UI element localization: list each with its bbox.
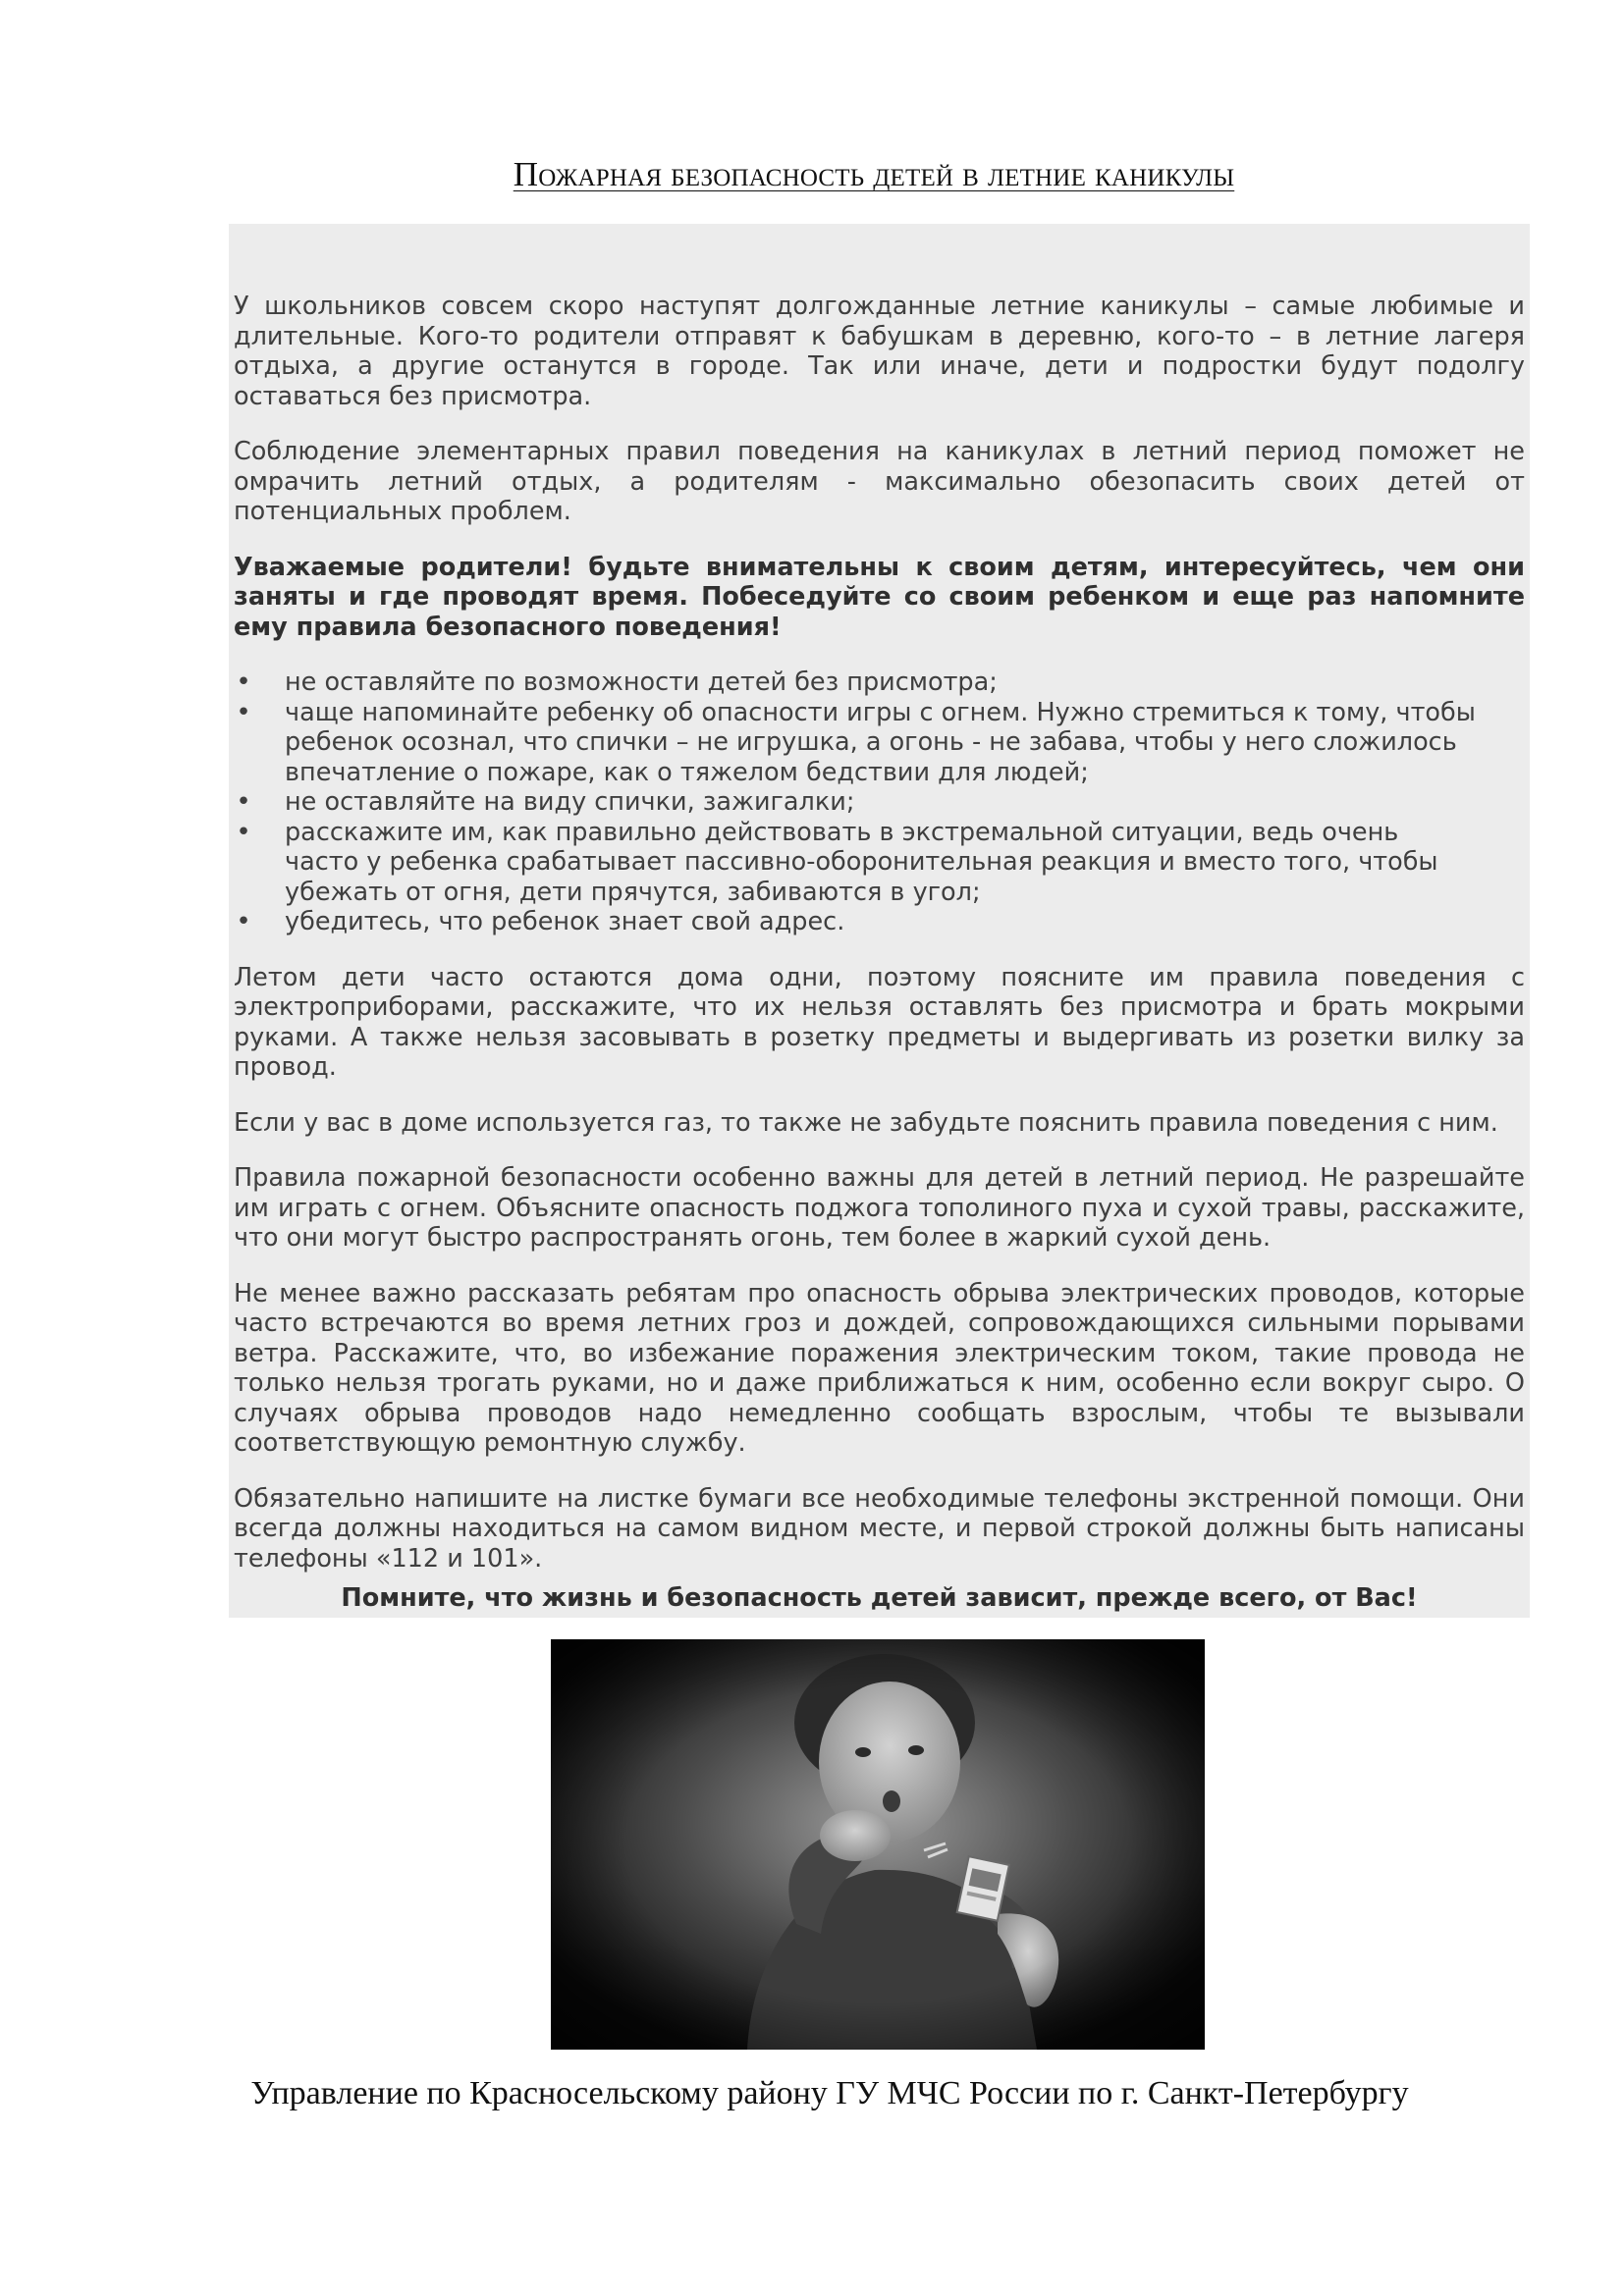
child-with-matches-photo [551,1639,1205,2050]
list-item-text: убедитесь, что ребенок знает свой адрес. [285,907,845,936]
bullet-icon: • [236,787,251,817]
list-item-text: чаще напоминайте ребенку об опасности игры с огнем. Нужно стремиться к тому, чтобы ребенок осознал, что спички – не игрушка, а огонь - не забава, чтобы у него сложилось впечатление о пожаре, как о тяжелом бедствии для людей; [285,697,1476,787]
electrical-paragraph: Летом дети часто остаются дома одни, поэтому поясните им правила поведения с электроприборами, расскажите, что их нельзя оставлять без присмотра и брать мокрыми руками. А также нельзя засовывать в розетку предметы и выдергивать из розетки вилку за провод. [234,962,1525,1082]
photo-illustration [551,1639,1205,2050]
wires-paragraph: Не менее важно рассказать ребятам про опасность обрыва электрических проводов, которые часто встречаются во время летних гроз и дождей, сопровождающихся сильными порывами ветра. Расскажите, что, во избежание поражения электрическим током, такие провода не только нельзя трогать руками, но и даже приближаться к ним, особенно если вокруг сыро. О случаях обрыва проводов надо немедленно сообщать взрослым, чтобы те вызывали соответствующую ремонтную службу. [234,1278,1525,1458]
list-item [234,667,1525,698]
intro-paragraph-2: Соблюдение элементарных правил поведения на каникулах в летний период поможет не омрачить летний отдых, а родителям - максимально обезопасить своих детей от потенциальных проблем. [234,437,1525,526]
list-item [234,907,1525,937]
bullet-icon: • [236,817,251,847]
closing-statement: Помните, что жизнь и безопасность детей зависит, прежде всего, от Вас! [341,1583,1418,1613]
list-item [234,818,1525,908]
safety-tips-list [234,667,1525,937]
list-item [234,787,1525,818]
gas-paragraph: Если у вас в доме используется газ, то также не забудьте пояснить правила поведения с ним. [234,1107,1498,1138]
bullet-icon: • [236,667,251,697]
emergency-phones-paragraph: Обязательно напишите на листке бумаги все необходимые телефоны экстренной помощи. Они всегда должны находиться на самом видном месте, и первой строкой должны быть написаны телефоны «112 и 101». [234,1483,1525,1574]
article-body [234,292,1525,1599]
list-item-text: не оставляйте на виду спички, зажигалки; [285,787,855,817]
document-title: Пожарная безопасность детей в летние каникулы [513,155,1235,193]
parents-appeal: Уважаемые родители! будьте внимательны к своим детям, интересуйтесь, чем они заняты и где проводят время. Побеседуйте со своим ребенком и еще раз напомните ему правила безопасного поведения! [234,552,1525,642]
fire-rules-paragraph: Правила пожарной безопасности особенно важны для детей в летний период. Не разрешайте им играть с огнем. Объясните опасность поджога тополиного пуха и сухой травы, расскажите, что они могут быстро распространять огонь, тем более в жаркий сухой день. [234,1163,1525,1253]
bullet-icon: • [236,907,251,936]
list-item [234,698,1525,788]
bullet-icon: • [236,697,251,727]
intro-paragraph-1: У школьников совсем скоро наступят долгожданные летние каникулы – самые любимые и длительные. Кого-то родители отправят к бабушкам в деревню, кого-то – в летние лагеря отдыха, а другие останутся в городе. Так или иначе, дети и подростки будут подолгу оставаться без присмотра. [234,292,1525,411]
list-item-text: расскажите им, как правильно действовать в экстремальной ситуации, ведь очень часто у ребенка срабатывает пассивно-оборонительная реакция и вместо того, чтобы убежать от огня, дети прячутся, забиваются в угол; [285,817,1438,907]
footer-organization: Управление по Красносельскому району ГУ МЧС России по г. Санкт-Петербургу [250,2075,1409,2111]
list-item-text: не оставляйте по возможности детей без присмотра; [285,667,998,697]
